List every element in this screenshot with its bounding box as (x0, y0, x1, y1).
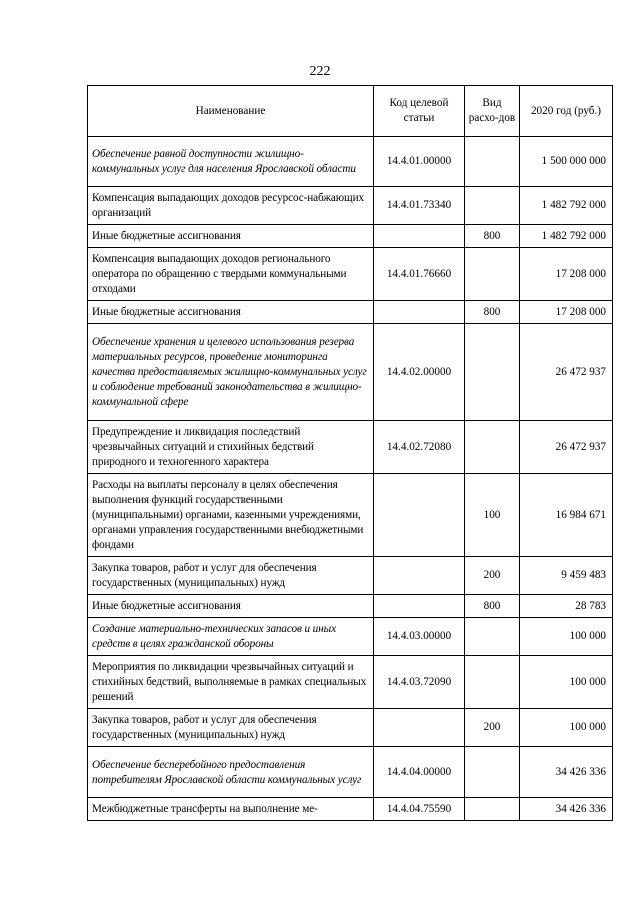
table-row (88, 248, 613, 301)
page-number: 222 (309, 64, 331, 79)
header-code: Код целевой статьи (374, 86, 465, 137)
table-row (88, 137, 613, 187)
row-code: 14.4.01.00000 (374, 137, 465, 187)
row-expense-type (465, 137, 520, 187)
row-name: Мероприятия по ликвидации чрезвычайных ситуаций и стихийных бедствий, выполняемые в рамках специальных решений (88, 656, 374, 709)
row-amount: 34 426 336 (520, 798, 613, 821)
row-expense-type: 200 (465, 709, 520, 747)
row-code (374, 225, 465, 248)
header-name: Наименование (88, 86, 374, 137)
row-amount: 100 000 (520, 709, 613, 747)
row-code: 14.4.02.72080 (374, 421, 465, 474)
row-code (374, 474, 465, 557)
table-row (88, 618, 613, 656)
table-row (88, 656, 613, 709)
row-amount: 26 472 937 (520, 324, 613, 421)
table-row (88, 187, 613, 225)
row-code (374, 595, 465, 618)
table-row (88, 595, 613, 618)
row-name: Компенсация выпадающих доходов регионального оператора по обращению с твердыми коммунальными отходами (88, 248, 374, 301)
row-expense-type (465, 248, 520, 301)
row-code: 14.4.03.00000 (374, 618, 465, 656)
row-amount: 34 426 336 (520, 747, 613, 798)
row-expense-type (465, 747, 520, 798)
row-expense-type (465, 618, 520, 656)
row-expense-type: 800 (465, 301, 520, 324)
row-code: 14.4.04.75590 (374, 798, 465, 821)
row-name: Межбюджетные трансферты на выполнение ме- (88, 798, 374, 821)
row-amount: 28 783 (520, 595, 613, 618)
row-expense-type (465, 421, 520, 474)
budget-table (87, 85, 613, 821)
row-expense-type: 800 (465, 595, 520, 618)
row-amount: 26 472 937 (520, 421, 613, 474)
table-row (88, 225, 613, 248)
row-expense-type: 200 (465, 557, 520, 595)
row-code: 14.4.03.72090 (374, 656, 465, 709)
row-amount: 9 459 483 (520, 557, 613, 595)
row-code (374, 709, 465, 747)
row-amount: 1 482 792 000 (520, 187, 613, 225)
table-row (88, 324, 613, 421)
row-code: 14.4.02.00000 (374, 324, 465, 421)
row-name: Расходы на выплаты персоналу в целях обеспечения выполнения функций государственными (муниципальными) органами, казенными учреждениями, органами управления государственными внебюджетными фондами (88, 474, 374, 557)
row-expense-type (465, 798, 520, 821)
row-name: Иные бюджетные ассигнования (88, 595, 374, 618)
row-expense-type (465, 324, 520, 421)
row-amount: 100 000 (520, 618, 613, 656)
row-amount: 1 482 792 000 (520, 225, 613, 248)
header-type: Вид расхо-дов (465, 86, 520, 137)
table-row (88, 301, 613, 324)
row-name: Обеспечение равной доступности жилищно-коммунальных услуг для населения Ярославской области (88, 137, 374, 187)
row-amount: 17 208 000 (520, 248, 613, 301)
row-expense-type: 100 (465, 474, 520, 557)
table-row (88, 421, 613, 474)
row-amount: 1 500 000 000 (520, 137, 613, 187)
row-expense-type (465, 656, 520, 709)
row-name: Обеспечение хранения и целевого использования резерва материальных ресурсов, проведение мониторинга качества предоставляемых жилищно-коммунальных услуг и соблюдение требований законодательства в жилищно-коммунальной сфере (88, 324, 374, 421)
row-name: Предупреждение и ликвидация последствий чрезвычайных ситуаций и стихийных бедствий природного и техногенного характера (88, 421, 374, 474)
row-code: 14.4.01.73340 (374, 187, 465, 225)
row-name: Закупка товаров, работ и услуг для обеспечения государственных (муниципальных) нужд (88, 709, 374, 747)
table-row (88, 557, 613, 595)
row-name: Закупка товаров, работ и услуг для обеспечения государственных (муниципальных) нужд (88, 557, 374, 595)
table-row (88, 798, 613, 821)
table-row (88, 474, 613, 557)
row-code (374, 301, 465, 324)
row-amount: 17 208 000 (520, 301, 613, 324)
row-name: Иные бюджетные ассигнования (88, 301, 374, 324)
table-header-row (88, 86, 613, 137)
row-code: 14.4.01.76660 (374, 248, 465, 301)
row-code (374, 557, 465, 595)
row-name: Иные бюджетные ассигнования (88, 225, 374, 248)
table-row (88, 747, 613, 798)
row-expense-type (465, 187, 520, 225)
row-amount: 100 000 (520, 656, 613, 709)
row-amount: 16 984 671 (520, 474, 613, 557)
row-name: Обеспечение бесперебойного предоставления потребителям Ярославской области коммунальных услуг (88, 747, 374, 798)
row-expense-type: 800 (465, 225, 520, 248)
row-name: Создание материально-технических запасов и иных средств в целях гражданской обороны (88, 618, 374, 656)
table-row (88, 709, 613, 747)
row-name: Компенсация выпадающих доходов ресурсос-набжающих организаций (88, 187, 374, 225)
header-amount: 2020 год (руб.) (520, 86, 613, 137)
row-code: 14.4.04.00000 (374, 747, 465, 798)
